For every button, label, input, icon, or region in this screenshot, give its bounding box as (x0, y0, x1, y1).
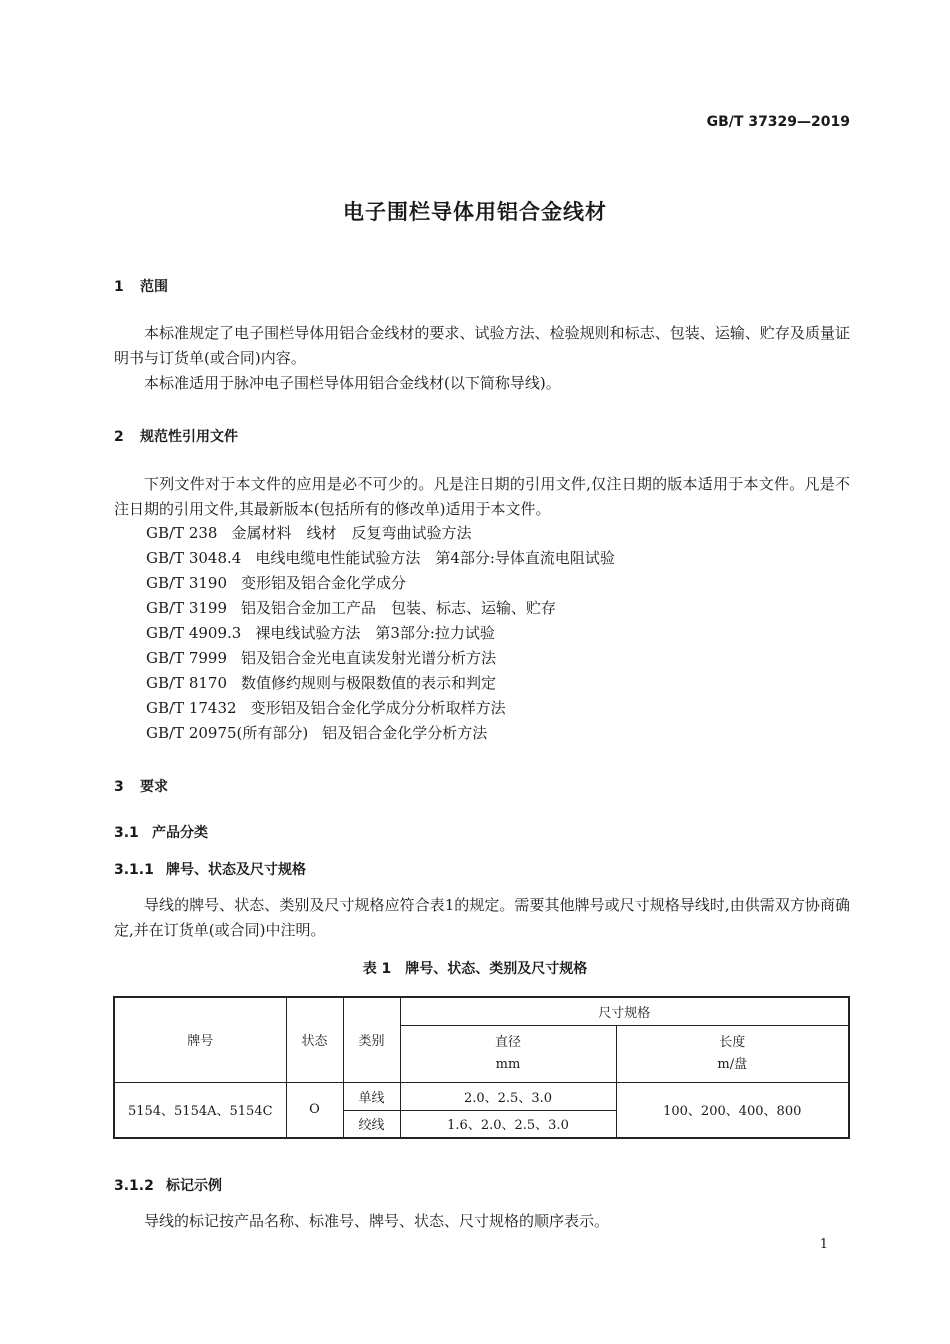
section-3-1-heading (114, 822, 208, 842)
reference-code: GB/T 3199 (146, 599, 228, 617)
header-category: 类别 (343, 997, 400, 1082)
reference-code: GB/T 7999 (146, 649, 228, 667)
header-length (616, 1025, 849, 1082)
section-number: 3.1.1 (114, 862, 154, 878)
section-3-1-1-heading (114, 859, 306, 879)
reference-code: GB/T 17432 (146, 699, 237, 717)
cell-temper: O (286, 1082, 343, 1138)
standard-code: GB/T 37329—2019 (706, 114, 850, 130)
document-title: 电子围栏导体用铝合金线材 (343, 200, 607, 224)
table-1-title: 表 1 牌号、状态、类别及尺寸规格 (362, 961, 588, 977)
section-1-paragraph-2: 本标准适用于脉冲电子围栏导体用铝合金线材(以下简称导线)。 (144, 374, 561, 392)
section-number: 3.1 (114, 825, 139, 841)
diameter-label: 直径 (494, 1034, 521, 1050)
section-title: 标记示例 (166, 1178, 222, 1194)
reference-item (146, 547, 615, 568)
reference-code: GB/T 20975(所有部分) (146, 724, 309, 742)
cell-grade: 5154、5154A、5154C (114, 1082, 286, 1138)
reference-item (146, 522, 471, 543)
reference-title: 金属材料 线材 反复弯曲试验方法 (231, 524, 472, 542)
section-number: 2 (114, 429, 124, 445)
page-number: 1 (819, 1237, 828, 1252)
header-temper: 状态 (286, 997, 343, 1082)
section-1-paragraph-1: 本标准规定了电子围栏导体用铝合金线材的要求、试验方法、检验规则和标志、包装、运输、贮存及质量证明书与订货单(或合同)内容。 (114, 324, 850, 367)
section-title: 牌号、状态及尺寸规格 (166, 862, 306, 878)
reference-item (146, 622, 495, 643)
length-unit: m/盘 (717, 1056, 748, 1072)
section-3-heading (114, 776, 168, 796)
reference-code: GB/T 8170 (146, 674, 228, 692)
section-title: 产品分类 (152, 825, 208, 841)
reference-item (146, 722, 487, 743)
reference-item (146, 647, 496, 668)
section-number: 3.1.2 (114, 1178, 154, 1194)
reference-code: GB/T 3190 (146, 574, 228, 592)
reference-item (146, 597, 556, 618)
section-2-paragraph-1: 下列文件对于本文件的应用是必不可少的。凡是注日期的引用文件,仅注日期的版本适用于本文件。凡是不注日期的引用文件,其最新版本(包括所有的修改单)适用于本文件。 (114, 475, 850, 518)
header-grade: 牌号 (114, 997, 286, 1082)
reference-title: 裸电线试验方法 第3部分:拉力试验 (255, 624, 495, 642)
reference-title: 数值修约规则与极限数值的表示和判定 (241, 674, 497, 692)
reference-code: GB/T 238 (146, 524, 218, 542)
section-3-1-2-paragraph: 导线的标记按产品名称、标准号、牌号、状态、尺寸规格的顺序表示。 (144, 1212, 610, 1230)
reference-title: 电线电缆电性能试验方法 第4部分:导体直流电阻试验 (255, 549, 615, 567)
section-2-heading (114, 426, 238, 446)
reference-item (146, 672, 496, 693)
reference-item (146, 572, 406, 593)
section-1-heading (114, 276, 168, 296)
length-label: 长度 (719, 1034, 746, 1050)
reference-item (146, 697, 506, 718)
section-title: 范围 (140, 279, 168, 295)
section-title: 要求 (140, 779, 168, 795)
section-3-1-1-paragraph: 导线的牌号、状态、类别及尺寸规格应符合表1的规定。需要其他牌号或尺寸规格导线时,由供需双方协商确定,并在订货单(或合同)中注明。 (114, 896, 850, 939)
diameter-unit: mm (495, 1056, 521, 1072)
cell-category-single: 单线 (343, 1082, 400, 1110)
table-1 (113, 996, 850, 1139)
section-3-1-2-heading (114, 1175, 222, 1195)
reference-title: 铝及铝合金化学分析方法 (322, 724, 488, 742)
reference-title: 变形铝及铝合金化学成分分析取样方法 (250, 699, 506, 717)
header-size: 尺寸规格 (400, 997, 849, 1025)
cell-length: 100、200、400、800 (616, 1082, 849, 1138)
section-title: 规范性引用文件 (140, 429, 238, 445)
reference-title: 变形铝及铝合金化学成分 (241, 574, 407, 592)
section-number: 3 (114, 779, 124, 795)
header-diameter (400, 1025, 616, 1082)
section-number: 1 (114, 279, 124, 295)
reference-code: GB/T 3048.4 (146, 549, 242, 567)
reference-title: 铝及铝合金光电直读发射光谱分析方法 (241, 649, 497, 667)
reference-title: 铝及铝合金加工产品 包装、标志、运输、贮存 (241, 599, 557, 617)
cell-category-stranded: 绞线 (343, 1110, 400, 1138)
cell-diameter-stranded: 1.6、2.0、2.5、3.0 (400, 1110, 616, 1138)
cell-diameter-single: 2.0、2.5、3.0 (400, 1082, 616, 1110)
reference-code: GB/T 4909.3 (146, 624, 242, 642)
